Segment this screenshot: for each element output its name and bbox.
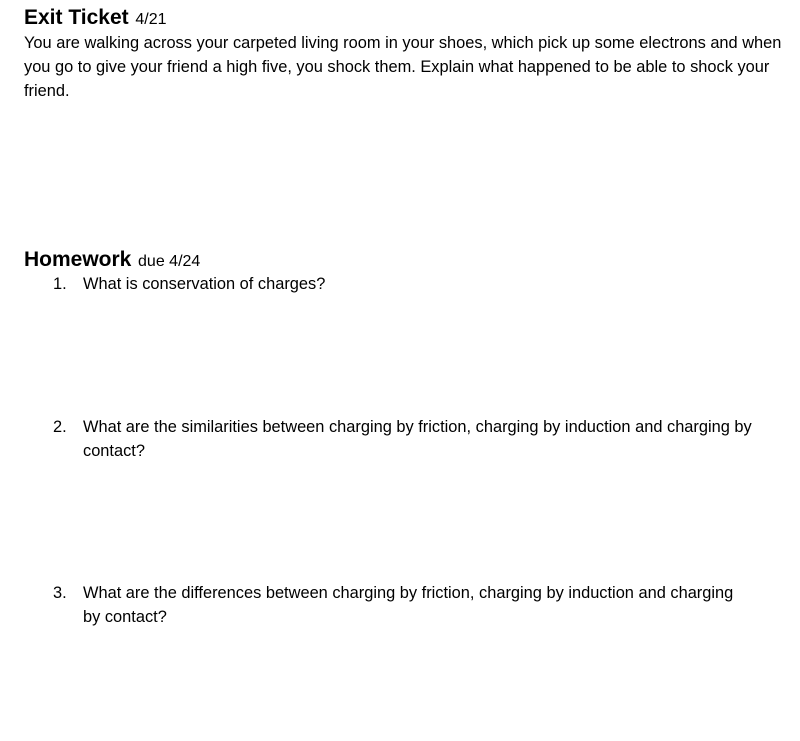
homework-heading <box>24 245 200 273</box>
homework-title: Homework <box>24 248 132 271</box>
question-number: 1. <box>53 275 67 293</box>
homework-question-1 <box>53 272 753 296</box>
exit-ticket-heading <box>24 3 166 31</box>
question-number: 2. <box>53 418 67 436</box>
question-text: What is conservation of charges? <box>83 275 326 293</box>
exit-ticket-date: 4/21 <box>135 11 167 28</box>
homework-question-3 <box>53 581 753 629</box>
question-text: What are the similarities between charging by friction, charging by induction and charging by contact? <box>83 418 752 460</box>
exit-ticket-title: Exit Ticket <box>24 6 129 29</box>
question-number: 3. <box>53 584 67 602</box>
homework-question-2 <box>53 415 753 463</box>
homework-due-date: due 4/24 <box>138 253 201 270</box>
exit-ticket-prompt: You are walking across your carpeted living room in your shoes, which pick up some electrons and when you go to give your friend a high five, you shock them. Explain what happened to be able to shock your friend. <box>24 34 782 100</box>
question-text: What are the differences between charging by friction, charging by induction and charging by contact? <box>83 584 734 626</box>
